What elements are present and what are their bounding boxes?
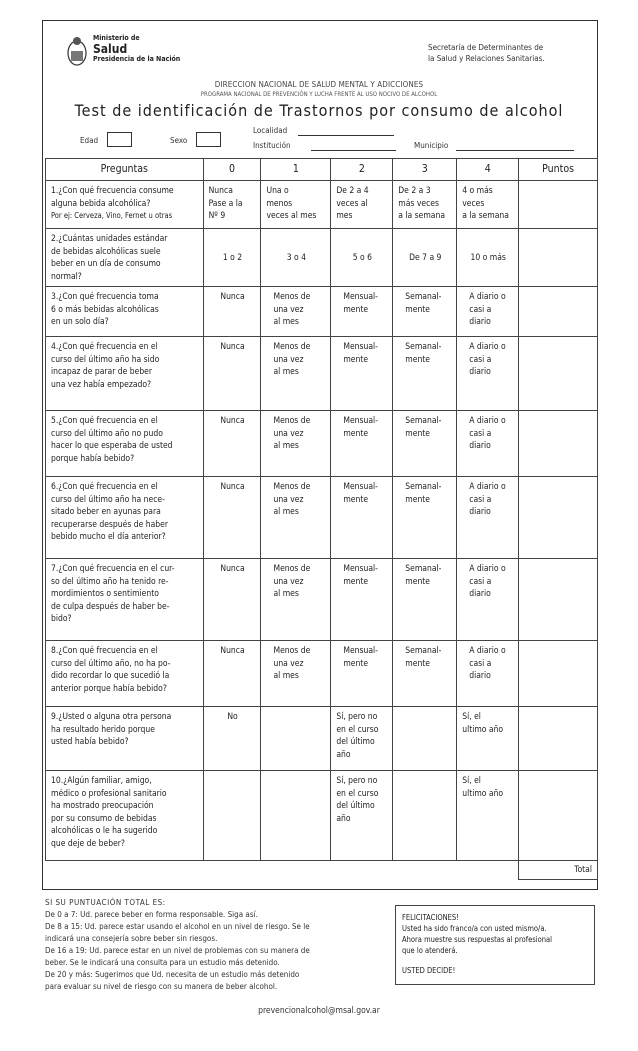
cell-line: mes xyxy=(336,211,353,221)
table-row xyxy=(46,477,598,559)
cell-line: diario xyxy=(469,367,491,377)
national-seal-icon xyxy=(66,34,88,68)
cell-line: veces xyxy=(462,198,485,209)
scoring-line: De 20 y más: Sugerimos que Ud. necesita de un estudio más detenido xyxy=(45,970,300,979)
cell-line: veces al xyxy=(336,198,368,209)
cell-line: diario xyxy=(469,589,491,599)
answer-option-1[interactable] xyxy=(261,707,331,771)
scoring-line: De 0 a 7: Ud. parece beber en forma responsable. Siga así. xyxy=(45,910,258,919)
cell-line: ha resultado herido porque xyxy=(51,724,155,735)
answer-option-4[interactable] xyxy=(457,229,519,287)
scoring-line: indicará una consejería sobre beber sin riesgos. xyxy=(45,934,218,943)
header-puntos: Puntos xyxy=(519,159,598,181)
answer-option-2[interactable] xyxy=(331,477,393,559)
table-row xyxy=(46,337,598,411)
cell-line: diario xyxy=(469,507,491,517)
cell-line: una vez había empezado? xyxy=(51,379,152,390)
cell-line: Nunca xyxy=(220,564,245,574)
cell-line: Semanal- xyxy=(405,564,442,574)
answer-option-3[interactable] xyxy=(393,641,457,707)
question-cell xyxy=(46,337,204,411)
answer-option-4[interactable] xyxy=(457,707,519,771)
cell-line: año xyxy=(336,749,351,760)
cell-line: so del último año ha tenido re- xyxy=(51,576,169,587)
puntos-cell[interactable] xyxy=(519,229,598,287)
cell-line: de bebidas alcohólicas suele xyxy=(51,246,161,257)
cell-line: 6.¿Con qué frecuencia en el xyxy=(51,482,158,492)
cell-line: año xyxy=(336,813,351,824)
audit-table xyxy=(45,158,598,880)
puntos-cell[interactable] xyxy=(519,559,598,641)
cell-line: Semanal- xyxy=(405,416,442,426)
answer-option-4[interactable] xyxy=(457,287,519,337)
cell-line: más veces xyxy=(398,198,439,209)
cell-line: Por ej: Cerveza, Vino, Fernet u otras xyxy=(51,211,173,220)
cell-line: ultimo año xyxy=(462,788,504,799)
feli-line: Usted ha sido franco/a con usted mismo/a. xyxy=(402,924,547,933)
cell-line: recuperarse después de haber xyxy=(51,519,168,530)
answer-option-1[interactable] xyxy=(261,559,331,641)
header-1: 1 xyxy=(261,159,331,181)
cell-line: una vez xyxy=(273,304,304,315)
logo-line-1: Ministerio de xyxy=(93,34,140,42)
answer-option-1[interactable] xyxy=(261,181,331,229)
edad-field[interactable] xyxy=(107,132,132,147)
answer-option-1[interactable] xyxy=(261,229,331,287)
answer-option-2[interactable] xyxy=(331,229,393,287)
sexo-field[interactable] xyxy=(196,132,221,147)
cell-line: Semanal- xyxy=(405,482,442,492)
total-row xyxy=(46,861,598,880)
puntos-cell[interactable] xyxy=(519,411,598,477)
cell-line: mente xyxy=(343,304,369,315)
answer-option-2[interactable] xyxy=(331,411,393,477)
answer-option-3[interactable] xyxy=(393,181,457,229)
cell-line: por su consumo de bebidas xyxy=(51,813,157,824)
cell-line: Mensual- xyxy=(343,564,378,574)
question-cell xyxy=(46,477,204,559)
puntos-cell[interactable] xyxy=(519,477,598,559)
scoring-line: para evaluar su nivel de riesgo con su manera de beber alcohol. xyxy=(45,982,278,991)
feli-heading: FELICITACIONES! xyxy=(402,913,459,922)
cell-line: Menos de xyxy=(273,416,311,426)
municipio-label: Municipio xyxy=(414,141,449,150)
puntos-cell[interactable] xyxy=(519,287,598,337)
cell-line: A diario o xyxy=(469,342,506,352)
cell-line: Nunca xyxy=(220,342,245,352)
cell-line: A diario o xyxy=(469,646,506,656)
localidad-field[interactable] xyxy=(298,135,394,136)
puntos-cell[interactable] xyxy=(519,337,598,411)
cell-line: incapaz de parar de beber xyxy=(51,367,153,377)
answer-option-4[interactable] xyxy=(457,411,519,477)
question-cell xyxy=(46,641,204,707)
question-cell xyxy=(46,229,204,287)
cell-line: De 2 a 4 xyxy=(336,186,369,196)
cell-line: curso del último año ha sido xyxy=(51,354,160,365)
cell-line: normal? xyxy=(51,271,82,282)
answer-option-3[interactable] xyxy=(393,771,457,861)
cell-line: 9.¿Usted o alguna otra persona xyxy=(51,712,172,722)
answer-option-2[interactable] xyxy=(331,181,393,229)
cell-line: Pase a la xyxy=(208,198,243,209)
feli-line: Ahora muestre sus respuestas al profesional xyxy=(402,935,553,944)
cell-line: alcohólicas o le ha sugerido xyxy=(51,826,158,836)
logo-line-3: Presidencia de la Nación xyxy=(93,55,181,63)
direccion-heading: DIRECCION NACIONAL DE SALUD MENTAL Y ADICCIONES xyxy=(214,80,424,89)
cell-line: al mes xyxy=(273,589,299,599)
table-row xyxy=(46,411,598,477)
scoring-line: beber. Se le indicará una consulta para un estudio más detenido. xyxy=(45,958,280,967)
cell-line: Mensual- xyxy=(343,482,378,492)
table-row xyxy=(46,181,598,229)
programa-heading: PROGRAMA NACIONAL DE PREVENCIÓN Y LUCHA FRENTE AL USO NOCIVO DE ALCOHOL xyxy=(200,91,438,98)
answer-option-2[interactable] xyxy=(331,771,393,861)
table-header-row xyxy=(46,159,598,181)
answer-option-4[interactable] xyxy=(457,181,519,229)
question-cell xyxy=(46,707,204,771)
institucion-field[interactable] xyxy=(311,150,396,151)
cell-line: mente xyxy=(343,428,369,439)
table-row xyxy=(46,559,598,641)
cell-line: una vez xyxy=(273,428,304,439)
cell-line: de culpa después de haber be- xyxy=(51,601,170,612)
cell-line: A diario o xyxy=(469,482,506,492)
institucion-label: Institución xyxy=(253,141,291,150)
ministry-logo xyxy=(93,34,180,64)
cell-line: casi a xyxy=(469,494,492,505)
cell-line: Menos de xyxy=(273,564,311,574)
cell-line: Menos de xyxy=(273,342,311,352)
answer-option-3[interactable] xyxy=(393,287,457,337)
cell-line: Nunca xyxy=(220,646,245,656)
cell-line: anterior porque había bebido? xyxy=(51,683,167,694)
cell-line: casi a xyxy=(469,428,492,439)
cell-line: mente xyxy=(343,576,369,587)
cell-line: del último xyxy=(336,737,375,747)
cell-line: mente xyxy=(405,576,431,587)
feli-closing: USTED DECIDE! xyxy=(402,966,456,975)
feli-line: que lo atenderá. xyxy=(402,946,458,955)
cell-line: 6 o más bebidas alcohólicas xyxy=(51,304,159,315)
cell-line: 8.¿Con qué frecuencia en el xyxy=(51,646,158,656)
cell-line: una vez xyxy=(273,658,304,669)
answer-option-4[interactable] xyxy=(457,559,519,641)
header-0: 0 xyxy=(203,159,261,181)
answer-option-2[interactable] xyxy=(331,641,393,707)
page-title: Test de identificación de Trastornos por consumo de alcohol xyxy=(74,101,564,120)
cell-line: 4.¿Con qué frecuencia en el xyxy=(51,342,158,352)
cell-line: Nunca xyxy=(208,186,233,196)
cell-line: alguna bebida alcohólica? xyxy=(51,198,151,209)
scoring-line: De 16 a 19: Ud. parece estar en un nivel de problemas con su manera de xyxy=(45,946,310,955)
cell-line: en el curso xyxy=(336,724,379,735)
table-row xyxy=(46,641,598,707)
cell-line: Sí, el xyxy=(462,712,481,722)
table-row xyxy=(46,771,598,861)
cell-line: casi a xyxy=(469,576,492,587)
secretaria-line-2: la Salud y Relaciones Sanitarias. xyxy=(428,54,545,63)
cell-line: 1.¿Con qué frecuencia consume xyxy=(51,186,174,196)
cell-line: hacer lo que esperaba de usted xyxy=(51,441,173,451)
cell-line: Sí, pero no xyxy=(336,776,378,786)
answer-option-0[interactable] xyxy=(203,771,261,861)
answer-option-3[interactable] xyxy=(393,337,457,411)
question-cell xyxy=(46,771,204,861)
localidad-label: Localidad xyxy=(253,126,288,135)
cell-line: mente xyxy=(405,428,431,439)
cell-line: A diario o xyxy=(469,416,506,426)
cell-line: al mes xyxy=(273,317,299,327)
answer-option-2[interactable] xyxy=(331,707,393,771)
cell-line: mente xyxy=(343,494,369,505)
answer-option-3[interactable] xyxy=(393,559,457,641)
cell-line: bido? xyxy=(51,614,72,624)
table-row xyxy=(46,229,598,287)
answer-option-1[interactable] xyxy=(261,641,331,707)
cell-line: veces al mes xyxy=(266,211,317,221)
cell-line: De 2 a 3 xyxy=(398,186,431,196)
answer-option-3[interactable] xyxy=(393,411,457,477)
answer-option-4[interactable] xyxy=(457,641,519,707)
cell-line: curso del último año ha nece- xyxy=(51,494,165,505)
answer-option-1[interactable] xyxy=(261,337,331,411)
scoring-section xyxy=(45,897,390,993)
puntos-cell[interactable] xyxy=(519,181,598,229)
cell-line: a la semana xyxy=(462,211,509,221)
cell-line: una vez xyxy=(273,354,304,365)
answer-option-4[interactable] xyxy=(457,771,519,861)
scoring-line: De 8 a 15: Ud. parece estar usando el alcohol en un nivel de riesgo. Se le xyxy=(45,922,310,931)
cell-line: al mes xyxy=(273,367,299,377)
cell-line: 7.¿Con qué frecuencia en el cur- xyxy=(51,564,175,574)
cell-line: 10.¿Algún familiar, amigo, xyxy=(51,776,152,786)
puntos-cell[interactable] xyxy=(519,641,598,707)
cell-line: 3.¿Con qué frecuencia toma xyxy=(51,292,159,302)
puntos-cell[interactable] xyxy=(519,771,598,861)
answer-option-3[interactable] xyxy=(393,229,457,287)
answer-option-0[interactable] xyxy=(203,411,261,477)
answer-option-2[interactable] xyxy=(331,559,393,641)
cell-line: Sí, el xyxy=(462,776,481,786)
answer-option-0[interactable] xyxy=(203,181,261,229)
cell-line: casi a xyxy=(469,354,492,365)
cell-line: Menos de xyxy=(273,292,311,302)
header-preguntas: Preguntas xyxy=(46,159,204,181)
contact-email[interactable]: prevencionalcohol@msal.gov.ar xyxy=(258,1006,380,1016)
secretaria-line-1: Secretaría de Determinantes de xyxy=(428,43,544,52)
answer-option-0[interactable] xyxy=(203,559,261,641)
cell-line: Nº 9 xyxy=(208,211,226,221)
cell-line: A diario o xyxy=(469,564,506,574)
answer-option-4[interactable] xyxy=(457,477,519,559)
cell-line: 3 o 4 xyxy=(286,252,307,263)
cell-line: curso del último año no pudo xyxy=(51,428,163,439)
answer-option-0[interactable] xyxy=(203,229,261,287)
cell-line: una vez xyxy=(273,494,304,505)
cell-line: al mes xyxy=(273,507,299,517)
cell-line: una vez xyxy=(273,576,304,587)
total-cell[interactable]: Total xyxy=(519,861,598,880)
cell-line: ultimo año xyxy=(462,724,504,735)
puntos-cell[interactable] xyxy=(519,707,598,771)
cell-line: diario xyxy=(469,671,491,681)
cell-line: Semanal- xyxy=(405,342,442,352)
cell-line: médico o profesional sanitario xyxy=(51,788,167,799)
cell-line: porque había bebido? xyxy=(51,453,135,464)
cell-line: sitado beber en ayunas para xyxy=(51,507,161,517)
cell-line: casi a xyxy=(469,658,492,669)
cell-line: Nunca xyxy=(220,292,245,302)
cell-line: 2.¿Cuántas unidades estándar xyxy=(51,234,168,244)
cell-line: Sí, pero no xyxy=(336,712,378,722)
question-cell xyxy=(46,559,204,641)
answer-option-0[interactable] xyxy=(203,707,261,771)
answer-option-1[interactable] xyxy=(261,477,331,559)
cell-line: Una o xyxy=(266,186,289,196)
cell-line: del último xyxy=(336,801,375,811)
header-4: 4 xyxy=(457,159,519,181)
table-row xyxy=(46,707,598,771)
logo-line-2: Salud xyxy=(93,42,128,56)
scoring-heading: SI SU PUNTUACIÓN TOTAL ES: xyxy=(45,898,166,907)
secretaria-text xyxy=(428,42,545,64)
cell-line: mente xyxy=(405,354,431,365)
cell-line: Mensual- xyxy=(343,292,378,302)
answer-option-2[interactable] xyxy=(331,337,393,411)
cell-line: curso del último año, no ha po- xyxy=(51,658,171,669)
cell-line: en un solo día? xyxy=(51,317,109,327)
question-cell xyxy=(46,287,204,337)
cell-line: a la semana xyxy=(398,211,446,221)
cell-line: mordimientos o sentimiento xyxy=(51,589,159,599)
cell-line: mente xyxy=(343,658,369,669)
cell-line: 10 o más xyxy=(470,252,506,263)
header-2: 2 xyxy=(331,159,393,181)
cell-line: al mes xyxy=(273,441,299,451)
cell-line: diario xyxy=(469,317,491,327)
cell-line: 4 o más xyxy=(462,186,493,196)
cell-line: Semanal- xyxy=(405,646,442,656)
cell-line: que deje de beber? xyxy=(51,838,125,849)
cell-line: Mensual- xyxy=(343,646,378,656)
cell-line: bebido mucho el día anterior? xyxy=(51,532,166,542)
cell-line: beber en un día de consumo xyxy=(51,259,161,269)
answer-option-3[interactable] xyxy=(393,477,457,559)
answer-option-0[interactable] xyxy=(203,287,261,337)
cell-line: dido recordar lo que sucedió la xyxy=(51,671,170,681)
header-3: 3 xyxy=(393,159,457,181)
answer-option-3[interactable] xyxy=(393,707,457,771)
table-row xyxy=(46,287,598,337)
municipio-field[interactable] xyxy=(456,150,574,151)
cell-line: Nunca xyxy=(220,482,245,492)
cell-line: mente xyxy=(405,494,431,505)
cell-line: A diario o xyxy=(469,292,506,302)
edad-label: Edad xyxy=(80,136,99,145)
cell-line: mente xyxy=(405,304,431,315)
cell-line: mente xyxy=(343,354,369,365)
cell-line: al mes xyxy=(273,671,299,681)
cell-line: mente xyxy=(405,658,431,669)
cell-line: De 7 a 9 xyxy=(409,252,442,263)
answer-option-1[interactable] xyxy=(261,771,331,861)
cell-line: menos xyxy=(266,198,293,209)
cell-line: No xyxy=(227,712,238,722)
cell-line: casi a xyxy=(469,304,492,315)
cell-line: usted había bebido? xyxy=(51,737,129,747)
answer-option-2[interactable] xyxy=(331,287,393,337)
cell-line: Menos de xyxy=(273,482,311,492)
cell-line: ha mostrado preocupación xyxy=(51,801,154,811)
cell-line: en el curso xyxy=(336,788,379,799)
answer-option-4[interactable] xyxy=(457,337,519,411)
cell-line: 1 o 2 xyxy=(222,252,243,263)
felicitaciones-box xyxy=(395,905,595,985)
question-cell xyxy=(46,181,204,229)
cell-line: diario xyxy=(469,441,491,451)
answer-option-1[interactable] xyxy=(261,287,331,337)
answer-option-0[interactable] xyxy=(203,477,261,559)
answer-option-1[interactable] xyxy=(261,411,331,477)
cell-line: Semanal- xyxy=(405,292,442,302)
cell-line: 5.¿Con qué frecuencia en el xyxy=(51,416,158,426)
cell-line: Nunca xyxy=(220,416,245,426)
cell-line: Mensual- xyxy=(343,416,378,426)
sexo-label: Sexo xyxy=(170,136,188,145)
question-cell xyxy=(46,411,204,477)
answer-option-0[interactable] xyxy=(203,641,261,707)
answer-option-0[interactable] xyxy=(203,337,261,411)
cell-line: 5 o 6 xyxy=(352,252,372,263)
cell-line: Menos de xyxy=(273,646,311,656)
cell-line: Mensual- xyxy=(343,342,378,352)
